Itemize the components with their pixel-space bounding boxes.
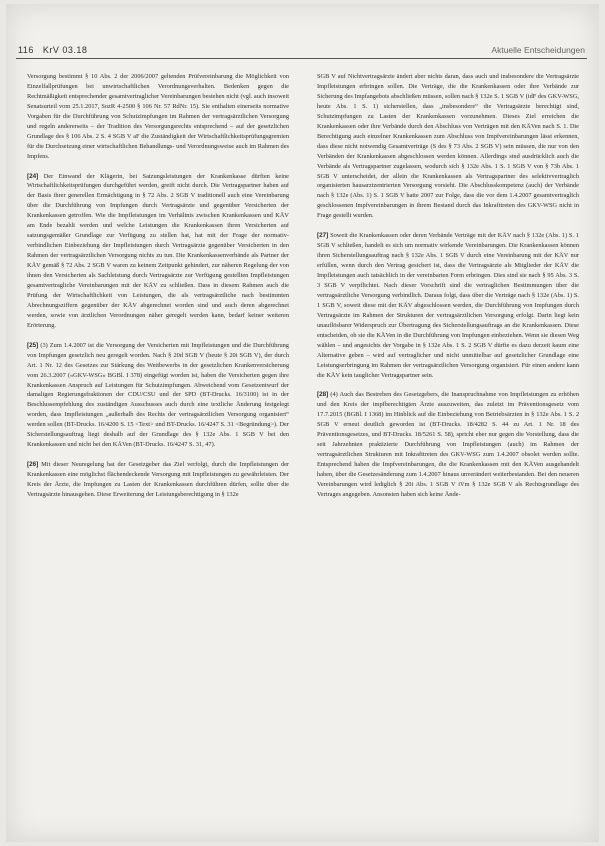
section-title: Aktuelle Entscheidungen — [491, 45, 585, 55]
page-header-left — [18, 45, 87, 55]
paragraph-text: Mit dieser Neuregelung hat der Gesetzgeber das Ziel verfolgt, durch die Impfleistungen der Krankenkassen eine möglichst flächendeckende Versorgung mit Impfleistungen zu gewährleisten. Der Kreis der Ärzte, die Impfungen zu Lasten der Krankenkassen durchführen dürfen, sollte über die Vertragsärzte hinausgehen. Diese Erweiterung der Leistungsberechtigung in § 132e — [27, 461, 290, 498]
page-header — [16, 44, 587, 59]
paragraph — [27, 460, 289, 500]
right-column — [317, 72, 579, 510]
paragraph-number: [28] — [317, 391, 329, 399]
paragraph-text: SGB V auf Nichtvertragsärzte ändert aber nichts daran, dass auch und insbesondere die Vertragsärzte Impfleistungen erbringen sollen. Die Verträge, die die Krankenkassen oder ihre Verbände zur Sicherung des Impfangebots abschließen müssen, sollen nach § 132e S. 1 SGB V (idF des GKV-WSG, heute Abs. 1 S. 1) sicherstellen, dass „insbesondere“ die Vertragsärzte berechtigt sind, Schutzimpfungen zu Lasten der Krankenkassen vorzunehmen. Dieses Ziel erreichen die Krankenkassen oder ihre Verbände durch den Abschluss von Verträgen mit den KÄVen nach S. 1. Die Berechtigung auch einzelner Krankenkassen zum Abschluss von Impfvereinbarungen lässt erkennen, dass diese nicht notwendig Gesamtverträge (S des § 73 Abs. 2 SGB V) sein müssen, die nur von den Verbänden der Krankenkassen abgeschlossen werden können. Allerdings sind ausdrücklich auch die Verbände als Vertragspartner zugelassen, wodurch sich § 132e Abs. 1 S. 1 SGB V von § 73b Abs. 1 SGB V unterscheidet, der allein die Krankenkassen als Vertragspartner des selektivvertraglich organisierten hausarztzentrierten Versorgung vorsieht. Die Abschlusskompetenz (auch) der Verbände nach § 132e (Abs. 1) S. 1 SGB V hatte 2007 zur Folge, dass die vor dem 1.4.2007 gesamtvertraglich geschlossenen Impfvereinbarungen in ihrem Bestand durch das Inkrafttreten des GKV-WSG nicht in Frage gestellt wurden. — [317, 73, 579, 220]
paragraph — [27, 341, 289, 450]
document-page — [6, 4, 599, 842]
paragraph-number: [26] — [27, 461, 39, 469]
paragraph — [27, 72, 289, 162]
paragraph — [317, 231, 579, 380]
paragraph-number: [25] — [27, 341, 39, 349]
paragraph-number: [24] — [27, 172, 39, 180]
paragraph — [27, 172, 289, 331]
paragraph-text: Versorgung bestimmt § 10 Abs. 2 der 2006/2007 geltenden Prüfvereinbarung die Möglichkeit von Einzelfallprüfungen bei unwirtschaftlichen Verordnungsverhalten. Bedenken gegen die Rechtmäßigkeit entsprechender gesamtvertraglicher Vereinbarungen bestehen nicht (vgl. auch insoweit Senatsurteil vom 25.1.2017, SozR 4-2500 § 106 Nr. 57 RdNr. 15). Sie enthalten einerseits normative Vorgaben für die Durchführung von Schutzimpfungen im Rahmen der vertragsärztlichen Versorgung und regeln andererseits – der Tradition des Versorgungsrechts entsprechend – auf der gesetzlichen Grundlage des § 106 Abs. 2 S. 4 SGB V aF die Zuständigkeit der Wirtschaftlichkeitsprüfungsgremien für die Durchsetzung einer wirtschaftlichen Behandlungs- und Verordnungsweise auch im Rahmen des Impfens. — [27, 73, 289, 160]
page-number: 116 — [18, 45, 34, 55]
paragraph-number: [27] — [317, 232, 329, 240]
paragraph-text: Der Einwand der Klägerin, bei Satzungsleistungen der Krankenkasse dürften keine Wirtschaftlichkeitsprüfungen durchgeführt werden, greift nicht durch. Die Vertragspartner haben auf der Basis ihrer generellen Ermächtigung in § 72 Abs. 2 SGB V traditionell auch eine Vereinbarung über die Durchführung von Impfungen durch Vertragsärzte und gegenüber Versicherten der Krankenkassen getroffen. Wie die Impfleistungen im Verhältnis zwischen Krankenkassen und KÄV am Ende bezahlt werden und welche Leistungen die Krankenkassen ihren Versicherten auf satzungsgemäßer Grundlage zur Verfügung zu stellen hat, hat mit der Frage der normativ-verbindlichen Einbeziehung der Impfleistungen durch Vertragsärzte gegenüber Versicherten in den Rahmen der vertragsärztlichen Versorgung nichts zu tun. Die Krankenkassenverbände als Partner der KÄV gemäß § 72 Abs. 2 SGB V waren zu keinem Zeitpunkt gehindert, zur näheren Regelung der von ihnen den Versicherten als Sachleistung durch Vertragsärzte zur Verfügung gestellten Impfleistungen gesamtvertragliche Vereinbarungen mit der KÄV zu schließen. Dass in diesem Rahmen auch die Prüfung der Wirtschaftlichkeit von Leistungen, die als vertragsärztliche nach bestimmten Abrechnungsziffern gegenüber der KÄV abgerechnet worden sind und auch deren abgerechnet werden, sowie von ärztlichen Verordnungen näher geregelt werden kann, bedarf keiner weiteren Erörterung. — [27, 172, 289, 329]
paragraph-text: Soweit die Krankenkassen oder deren Verbände Verträge mit der KÄV nach § 132e (Abs. 1) S. 1 SGB V schließen, handelt es sich um normativ wirkende Vereinbarungen. Die Krankenkassen können ihren Sicherstellungsauftrag nach § 132e Abs. 1 SGB V durch eine Vereinbarung mit der KÄV nur erfüllen, wenn durch den Vertrag gesichert ist, dass die Vertragsärzte als Mitglieder der KÄV die Impfleistungen auch tatsächlich in der vereinbarten Form erbringen. Dies sind sie nach § 95 Abs. 3 S. 3 SGB V verpflichtet. Nach dieser Vorschrift sind die vertraglichen Bestimmungen über die vertragsärztliche Versorgung verbindlich. Daraus folgt, dass über die Verträge nach § 132e (Abs. 1) S. 1 SGB V, soweit diese mit der KÄV abgeschlossen werden, die Durchführung von Impfungen durch Vertragsärzte im Rahmen der Strukturen der vertragsärztlichen Versorgung erfolgt. Darin liegt kein unauflösbarer Widerspruch zur Übertragung des Sicherstellungsauftrags an die Krankenkassen. Diese entscheiden, ob sie die KÄVen in die Durchführung von Impfungen einbeziehen. Wenn sie diesen Weg wählen – und angesichts der Vorgabe in § 132e Abs. 1 S. 2 SGB V dürfte es dazu derzeit kaum eine Alternative geben – wird auf vertraglicher und nicht unmittelbar auf gesetzlicher Grundlage eine Leistungserbringung im Rahmen der vertragsärztlichen Versorgung organisiert. Für einen andere kann die KÄV kein tauglicher Vertragspartner sein. — [317, 232, 579, 379]
paragraph — [317, 72, 579, 221]
paragraph-text: (3) Zum 1.4.2007 ist die Versorgung der Versicherten mit Impfleistungen und die Durchführung von Impfungen gesetzlich neu geregelt worden. Nach § 20d SGB V (heute § 20i SGB V), der durch Art. 1 Nr. 12 des Gesetzes zur Stärkung des Wettbewerbs in der gesetzlichen Krankenversicherung vom 26.3.2007 («GKV-WSG» BGBl. I 378) eingefügt worden ist, haben die Versicherten gegen ihre Krankenkassen Anspruch auf Leistungen für Schutzimpfungen. Abweichend vom Gesetzentwurf der damaligen Regierungsfraktionen der CDU/CSU und der SPD (BT-Drucks. 16/3100) ist in der Beschlussempfehlung des zuständigen Ausschusses auch durch eine textliche Änderung festgelegt worden, dass Impfleistungen „außerhalb des Rechts der vertragsärztlichen Versorgung organisiert“ werden sollen (BT-Drucks. 16/4200 S. 15 <Text> und BT-Drucks. 16/4247 S. 31 <Begründung>). Der Sicherstellungsauftrag liegt deshalb auf der Grundlage des § 132e Abs. 1 SGB V bei den Krankenkassen und nicht bei den KÄVen (BT-Drucks. 16/4247 S. 31, 47). — [27, 341, 289, 449]
paragraph — [317, 390, 579, 499]
paragraph-text: (4) Auch das Bestreben des Gesetzgebers, die Inanspruchnahme von Impfleistungen zu erhöhen und den Kreis der impfberechtigten Ärzte auszuweiten, das zuletzt im Präventionsgesetz vom 17.7.2015 (BGBl. I 1368) im Hinblick auf die Einbeziehung von Betriebsärzten in § 132e Abs. 1 S. 2 SGB V erneut deutlich geworden ist (BT-Drucks. 18/4282 S. 44 zu Art. 1 Nr. 18 des Präventionsgesetzes, und BT-Drucks. 18/5261 S. 58), spricht eher nur gegen die Vorstellung, dass die seit Jahrzehnten praktizierte Durchführung von Impfleistungen (auch) im Rahmen der vertragsärztlichen Strukturen mit Inkrafttreten des GKV-WSG zum 1.4.2007 obsolet werden sollte. Entsprechend haben die Impfvereinbarungen, die die Krankenkassen mit den KÄVen ausgehandelt haben, über die Gesetzesänderung zum 1.4.2007 hinaus unverändert weiterbestanden. Bei den neueren Vereinbarungen wird lediglich § 20i Abs. 1 SGB V iVm § 132e SGB V als Rechtsgrundlage des Vertrages angegeben. Ansonsten haben sich keine Ände- — [317, 391, 579, 498]
journal-issue: KrV 03.18 — [42, 45, 88, 55]
left-column — [27, 72, 289, 510]
